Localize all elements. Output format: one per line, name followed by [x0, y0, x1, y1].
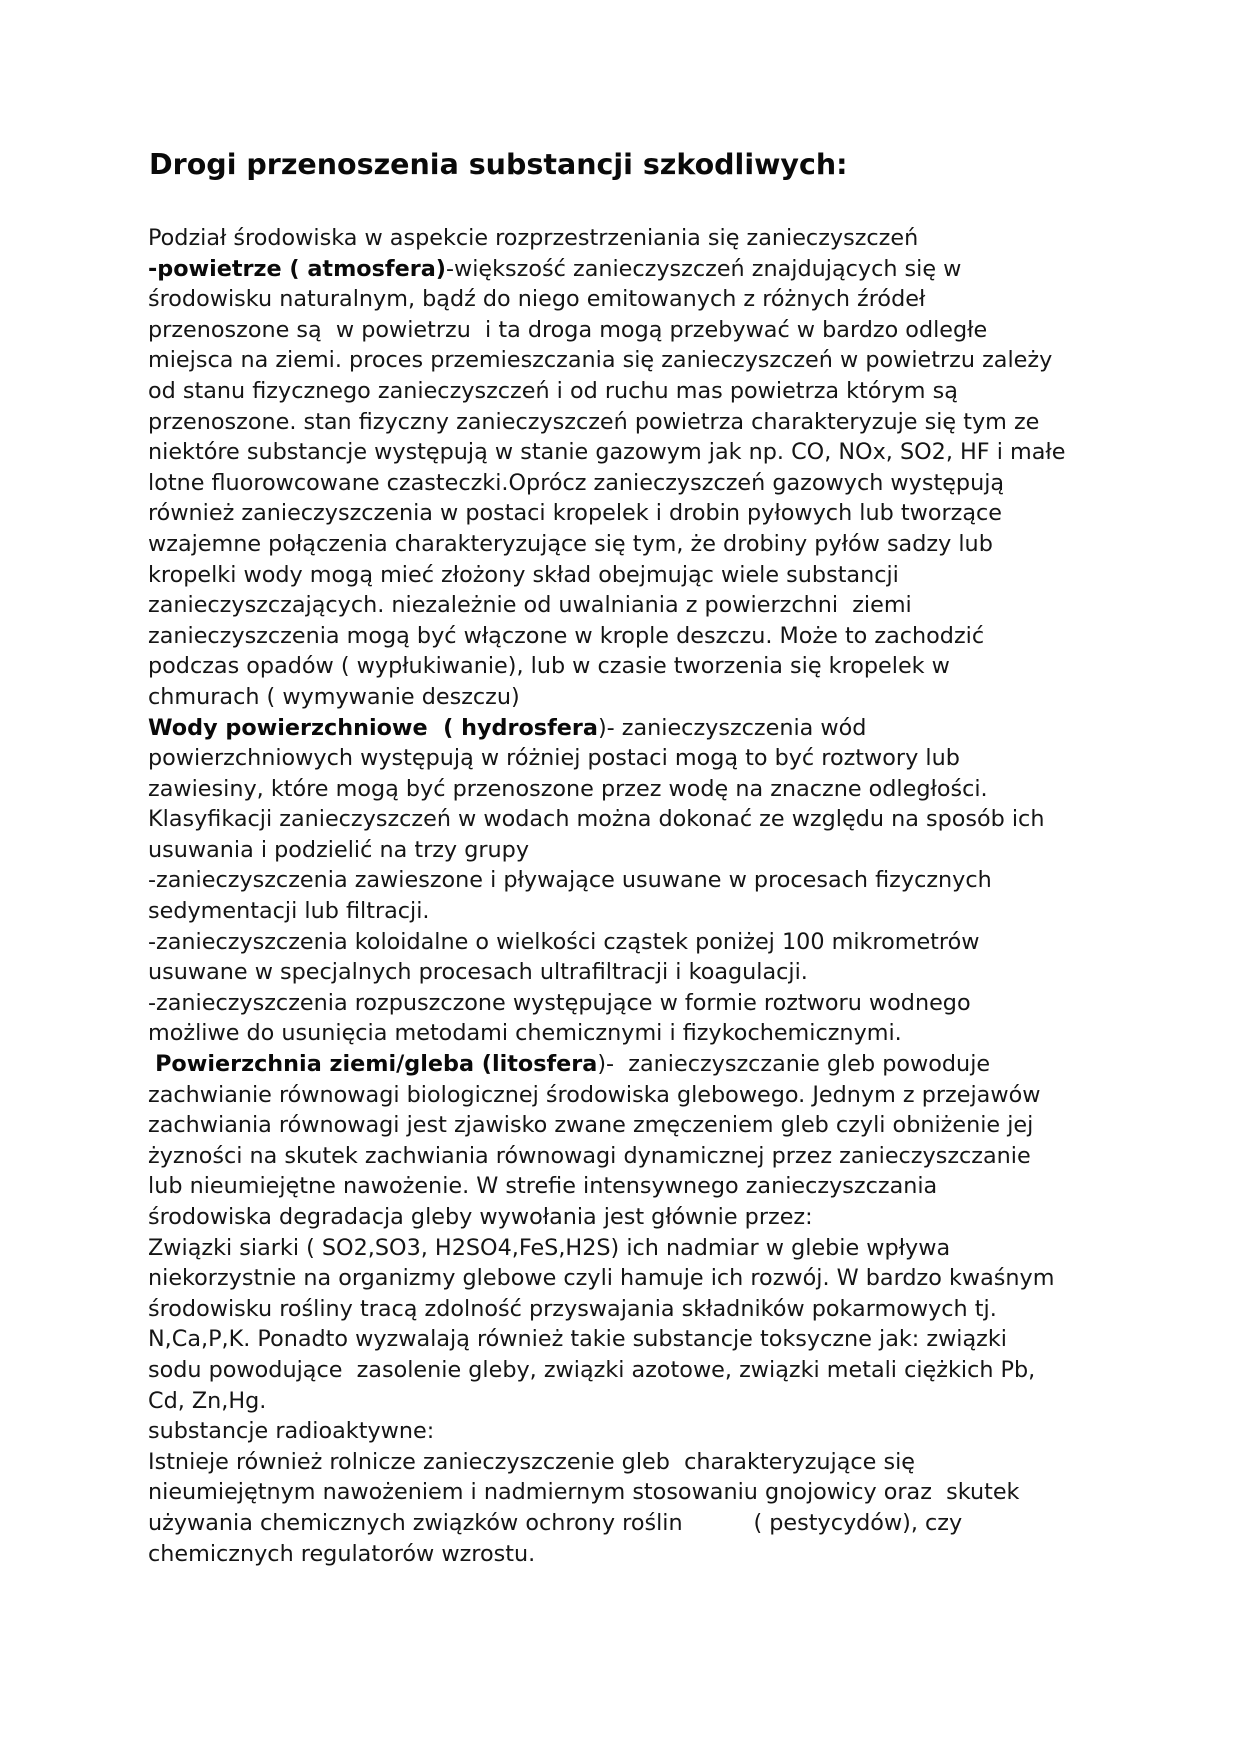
text-line [148, 1294, 1148, 1325]
text-line [148, 835, 1148, 866]
text-line [148, 1324, 1148, 1355]
text-run: substancje radioaktywne: [148, 1418, 435, 1445]
text-line [148, 345, 1148, 376]
text-run: również zanieczyszczenia w postaci kropelek i drobin pyłowych lub tworzące [148, 500, 1002, 527]
text-run: zanieczyszczających. niezależnie od uwalniania z powierzchni ziemi [148, 592, 912, 619]
text-line [148, 1080, 1148, 1111]
text-run: zachwiania równowagi jest zjawisko zwane zmęczeniem gleb czyli obniżenie jej [148, 1112, 1034, 1139]
text-line [148, 468, 1148, 499]
text-run: używania chemicznych związków ochrony roślin ( pestycydów), czy [148, 1509, 963, 1536]
text-run: -zanieczyszczenia rozpuszczone występujące w formie roztworu wodnego [148, 989, 971, 1016]
text-line [148, 284, 1148, 315]
text-run: lotne fluorowcowane czasteczki.Oprócz zanieczyszczeń gazowych występują [148, 469, 1005, 496]
text-run: Cd, Zn,Hg. [148, 1387, 267, 1414]
document-body [148, 223, 1148, 1569]
text-line [148, 1018, 1148, 1049]
text-run: możliwe do usunięcia metodami chemicznymi i fizykochemicznymi. [148, 1020, 902, 1047]
text-run: powierzchniowych występują w różniej postaci mogą to być roztwory lub [148, 745, 960, 772]
text-line [148, 621, 1148, 652]
text-line [148, 376, 1148, 407]
text-run: Związki siarki ( SO2,SO3, H2SO4,FeS,H2S) ich nadmiar w glebie wpływa [148, 1234, 951, 1261]
text-line [148, 957, 1148, 988]
document-title: Drogi przenoszenia substancji szkodliwych: [149, 148, 848, 181]
text-line [148, 1447, 1148, 1478]
text-line [148, 1171, 1148, 1202]
text-run: )- zanieczyszczenia wód [597, 714, 867, 741]
text-run: sedymentacji lub filtracji. [148, 898, 430, 925]
bold-text-run: -powietrze ( atmosfera) [148, 255, 446, 282]
text-run: usuwania i podzielić na trzy grupy [148, 836, 530, 863]
text-run: środowisku naturalnym, bądź do niego emitowanych z różnych źródeł [148, 286, 926, 313]
bold-text-run: Wody powierzchniowe ( hydrosfera [148, 714, 598, 741]
text-line [148, 1477, 1148, 1508]
text-run: Podział środowiska w aspekcie rozprzestrzeniania się zanieczyszczeń [148, 225, 919, 251]
text-line [148, 865, 1148, 896]
text-line [148, 560, 1148, 591]
text-line [148, 927, 1148, 958]
text-line [148, 1110, 1148, 1141]
text-line [148, 1049, 1148, 1080]
text-run: chmurach ( wymywanie deszczu) [148, 683, 520, 710]
text-line [148, 1386, 1148, 1417]
text-line [148, 1141, 1148, 1172]
text-run: przenoszone są w powietrzu i ta droga mogą przebywać w bardzo odległe [148, 316, 988, 343]
text-line [148, 498, 1148, 529]
text-line [148, 1539, 1148, 1570]
text-line [148, 1416, 1148, 1447]
text-run: lub nieumiejętne nawożenie. W strefie intensywnego zanieczyszczania [148, 1173, 938, 1200]
text-run: niektóre substancje występują w stanie gazowym jak np. CO, NOx, SO2, HF i małe [148, 439, 1066, 466]
text-line [148, 1233, 1148, 1264]
text-line [148, 682, 1148, 713]
text-line [148, 804, 1148, 835]
text-line [148, 896, 1148, 927]
text-line [148, 223, 1148, 254]
text-run: Klasyfikacji zanieczyszczeń w wodach można dokonać ze względu na sposób ich [148, 806, 1045, 833]
text-run: chemicznych regulatorów wzrostu. [148, 1540, 536, 1567]
text-run: żyzności na skutek zachwiania równowagi dynamicznej przez zanieczyszczanie [148, 1142, 1031, 1169]
text-line [148, 254, 1148, 285]
text-run: wzajemne połączenia charakteryzujące się tym, że drobiny pyłów sadzy lub [148, 530, 993, 557]
text-line [148, 743, 1148, 774]
text-run: przenoszone. stan fizyczny zanieczyszczeń powietrza charakteryzuje się tym ze [148, 408, 1040, 435]
text-run: sodu powodujące zasolenie gleby, związki azotowe, związki metali ciężkich Pb, [148, 1356, 1036, 1383]
text-line [148, 1508, 1148, 1539]
text-line [148, 774, 1148, 805]
text-line [148, 988, 1148, 1019]
text-run: środowisku rośliny tracą zdolność przyswajania składników pokarmowych tj. [148, 1295, 997, 1322]
text-run: od stanu fizycznego zanieczyszczeń i od ruchu mas powietrza którym są [148, 377, 958, 404]
text-run: nieumiejętnym nawożeniem i nadmiernym stosowaniu gnojowicy oraz skutek [148, 1479, 1020, 1506]
text-run: zachwianie równowagi biologicznej środowiska glebowego. Jednym z przejawów [148, 1081, 1041, 1108]
bold-text-run: Powierzchnia ziemi/gleba (litosfera [155, 1051, 598, 1078]
text-run: miejsca na ziemi. proces przemieszczania się zanieczyszczeń w powietrzu zależy [148, 347, 1053, 374]
text-run: zanieczyszczenia mogą być włączone w krople deszczu. Może to zachodzić [148, 622, 985, 649]
text-line [148, 315, 1148, 346]
text-line [148, 529, 1148, 560]
text-run: -większość zanieczyszczeń znajdujących się w [445, 255, 962, 282]
text-line [148, 590, 1148, 621]
text-line [148, 407, 1148, 438]
text-run: zawiesiny, które mogą być przenoszone przez wodę na znaczne odległości. [148, 775, 988, 802]
text-run: Istnieje również rolnicze zanieczyszczenie gleb charakteryzujące się [148, 1448, 915, 1475]
text-run: -zanieczyszczenia zawieszone i pływające usuwane w procesach fizycznych [148, 867, 992, 894]
text-run: podczas opadów ( wypłukiwanie), lub w czasie tworzenia się kropelek w [148, 653, 950, 680]
text-run: N,Ca,P,K. Ponadto wyzwalają również takie substancje toksyczne jak: związki [148, 1326, 1007, 1353]
text-line [148, 1355, 1148, 1386]
text-line [148, 651, 1148, 682]
text-line [148, 713, 1148, 744]
text-line [148, 1263, 1148, 1294]
text-line [148, 1202, 1148, 1233]
text-run: usuwane w specjalnych procesach ultrafiltracji i koagulacji. [148, 959, 808, 986]
text-run: )- zanieczyszczanie gleb powoduje [597, 1051, 991, 1078]
text-line [148, 437, 1148, 468]
text-run: niekorzystnie na organizmy glebowe czyli hamuje ich rozwój. W bardzo kwaśnym [148, 1265, 1055, 1292]
text-run: środowiska degradacja gleby wywołania jest głównie przez: [148, 1204, 813, 1230]
text-run: -zanieczyszczenia koloidalne o wielkości cząstek poniżej 100 mikrometrów [148, 928, 980, 955]
text-run: kropelki wody mogą mieć złożony skład obejmując wiele substancji [148, 561, 899, 588]
